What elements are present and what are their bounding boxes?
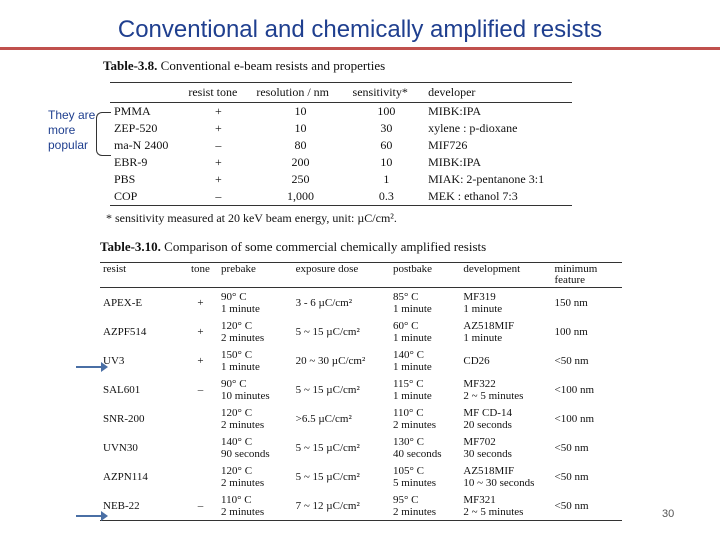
table1-row bbox=[110, 171, 572, 188]
table1-cell: 0.3 bbox=[349, 188, 425, 206]
table1-row bbox=[110, 103, 572, 121]
table1-cell: 200 bbox=[291, 155, 310, 169]
table2-cell: AZ518MIF 10 ~ 30 seconds bbox=[463, 464, 535, 489]
table2-row bbox=[100, 462, 622, 491]
slide-title: Conventional and chemically amplified resists bbox=[117, 16, 603, 43]
table2-row bbox=[100, 404, 622, 433]
table2-cell: UV3 bbox=[103, 354, 125, 367]
table2-caption bbox=[100, 239, 486, 255]
table1-caption-label: Table-3.8. bbox=[103, 58, 158, 73]
table1-cell: 1,000 bbox=[252, 188, 348, 206]
table2-cell: AZPN114 bbox=[103, 470, 148, 483]
table2-row bbox=[100, 288, 622, 318]
table1-row bbox=[110, 188, 572, 206]
table1-cell: MIF726 bbox=[428, 138, 468, 152]
table2-caption-label: Table-3.10. bbox=[100, 239, 161, 254]
table2-row bbox=[100, 433, 622, 462]
table2-cell: APEX-E bbox=[103, 296, 143, 309]
table2-cell: <50 nm bbox=[552, 491, 622, 521]
table1-cell: MIAK: 2-pentanone 3:1 bbox=[428, 172, 545, 186]
table2-cell: MF322 2 ~ 5 minutes bbox=[463, 377, 524, 402]
table1-cell: xylene : p-dioxane bbox=[428, 121, 518, 135]
table2-cell: MF702 30 seconds bbox=[463, 435, 512, 460]
table2-cell: SNR-200 bbox=[103, 412, 145, 425]
table2-cell: NEB-22 bbox=[100, 491, 183, 521]
table1-header: developer bbox=[424, 83, 572, 103]
table1-cell: 60 bbox=[380, 138, 393, 152]
table2-cell: <50 nm bbox=[554, 354, 589, 367]
table2-cell bbox=[183, 462, 218, 491]
table2-cell bbox=[183, 404, 218, 433]
table2-header-row bbox=[100, 263, 622, 288]
table2-cell: 5 ~ 15 µC/cm² bbox=[295, 441, 360, 454]
table2-caption-text: Comparison of some commercial chemically amplified resists bbox=[164, 239, 487, 254]
table2-cell: 20 ~ 30 µC/cm² bbox=[295, 354, 366, 367]
table1-cell: 80 bbox=[294, 138, 307, 152]
table2-header: exposure dose bbox=[293, 263, 390, 288]
table2-row bbox=[100, 375, 622, 404]
table1-cell: 30 bbox=[380, 121, 393, 135]
table1-cell: 10 bbox=[380, 155, 393, 169]
table2-header: development bbox=[460, 263, 551, 288]
table1-header: resist tone bbox=[184, 83, 252, 103]
title-divider bbox=[0, 47, 720, 50]
table2-cell: <100 nm bbox=[554, 412, 595, 425]
table1-cell: + bbox=[214, 121, 222, 135]
table2-cell bbox=[183, 433, 218, 462]
table2-cell: 115° C 1 minute bbox=[392, 377, 432, 402]
table2-row bbox=[100, 346, 622, 375]
table1-header: sensitivity* bbox=[349, 83, 425, 103]
table1-cell: 250 bbox=[291, 172, 310, 186]
table2-cell: AZ518MIF 1 minute bbox=[463, 319, 515, 344]
table1-cell: ZEP-520 bbox=[114, 121, 158, 135]
table2-cell: 140° C 90 seconds bbox=[221, 435, 270, 460]
arrow-pointer-neb22 bbox=[76, 515, 102, 517]
table1-cell: – bbox=[215, 138, 222, 152]
table1-caption-text: Conventional e-beam resists and properties bbox=[160, 58, 386, 73]
table2-cell: 150 nm bbox=[554, 296, 588, 309]
table1-row bbox=[110, 137, 572, 154]
table2-cell: + bbox=[197, 325, 204, 338]
table2-cell: <50 nm bbox=[554, 470, 589, 483]
table2-cell: 120° C 2 minutes bbox=[221, 406, 265, 431]
table2-cell: 95° C 2 minutes bbox=[390, 491, 460, 521]
table2-cell: 5 ~ 15 µC/cm² bbox=[295, 470, 360, 483]
table2-cell: 140° C 1 minute bbox=[392, 348, 432, 373]
table2-cell: MF CD-14 20 seconds bbox=[463, 406, 512, 431]
table2-cell: AZPF514 bbox=[103, 325, 147, 338]
table1-cell: MIBK:IPA bbox=[428, 104, 481, 118]
table1-cell: PBS bbox=[114, 172, 136, 186]
table2-cell: UVN30 bbox=[103, 441, 138, 454]
table1-header bbox=[110, 83, 184, 103]
table2-cell: MF321 2 ~ 5 minutes bbox=[460, 491, 551, 521]
table1-cell: + bbox=[214, 104, 222, 118]
table2-cell: <50 nm bbox=[554, 441, 589, 454]
table1-row bbox=[110, 120, 572, 137]
table2-cell: 60° C 1 minute bbox=[392, 319, 432, 344]
table2-cell: SAL601 bbox=[103, 383, 141, 396]
table2-cell: – bbox=[197, 383, 204, 396]
table2-cell: 105° C 5 minutes bbox=[392, 464, 437, 489]
table1-cell: ma-N 2400 bbox=[114, 138, 169, 152]
page-number: 30 bbox=[662, 508, 675, 520]
table2-cell: 90° C 1 minute bbox=[221, 290, 260, 315]
table1-cell: PMMA bbox=[114, 104, 151, 118]
table2-cell: CD26 bbox=[463, 354, 490, 367]
table2-cell: + bbox=[197, 296, 204, 309]
table2-cell: 110° C 2 minutes bbox=[218, 491, 293, 521]
table1-header: resolution / nm bbox=[252, 83, 348, 103]
table2-cell: 5 ~ 15 µC/cm² bbox=[295, 383, 360, 396]
popular-note: They are more popular bbox=[48, 108, 96, 152]
table1-cell: 10 bbox=[294, 104, 307, 118]
table1-cell: 100 bbox=[377, 104, 396, 118]
table2-cell: 120° C 2 minutes bbox=[221, 319, 265, 344]
chemically-amplified-table bbox=[100, 262, 622, 521]
table1-row bbox=[110, 154, 572, 171]
table2-header: minimum feature bbox=[552, 263, 622, 288]
table2-cell: 130° C 40 seconds bbox=[392, 435, 442, 460]
table2-cell: >6.5 µC/cm² bbox=[295, 412, 352, 425]
table2-cell: 90° C 10 minutes bbox=[221, 377, 270, 402]
table2-header: postbake bbox=[390, 263, 460, 288]
table1-caption bbox=[103, 58, 385, 74]
table2-cell: 7 ~ 12 µC/cm² bbox=[293, 491, 390, 521]
bracket-line bbox=[96, 112, 111, 156]
table2-row bbox=[100, 491, 622, 521]
table2-cell: 150° C 1 minute bbox=[221, 348, 260, 373]
table2-header: prebake bbox=[218, 263, 293, 288]
table1-cell: 10 bbox=[294, 121, 307, 135]
table2-header: resist bbox=[100, 263, 183, 288]
table1-cell: – bbox=[184, 188, 252, 206]
table2-cell: 100 nm bbox=[554, 325, 588, 338]
table1-cell: + bbox=[214, 155, 222, 169]
arrow-pointer-uv3 bbox=[76, 366, 102, 368]
table2-cell: + bbox=[197, 354, 204, 367]
table1-header-row bbox=[110, 83, 572, 103]
table2-cell: 120° C 2 minutes bbox=[221, 464, 265, 489]
table1-cell: 1 bbox=[383, 172, 390, 186]
table2-cell: 3 - 6 µC/cm² bbox=[295, 296, 352, 309]
table2-cell: 5 ~ 15 µC/cm² bbox=[295, 325, 360, 338]
table2-cell: – bbox=[183, 491, 218, 521]
table2-cell: 85° C 1 minute bbox=[392, 290, 432, 315]
table2-header: tone bbox=[183, 263, 218, 288]
table1-cell: + bbox=[214, 172, 222, 186]
table1-cell: MIBK:IPA bbox=[428, 155, 481, 169]
table2-cell: 110° C 2 minutes bbox=[392, 406, 437, 431]
table1-cell: EBR-9 bbox=[114, 155, 148, 169]
table1-cell: COP bbox=[110, 188, 184, 206]
table2-cell: MF319 1 minute bbox=[463, 290, 503, 315]
table2-cell: <100 nm bbox=[554, 383, 595, 396]
table1-footnote: * sensitivity measured at 20 keV beam energy, unit: µC/cm². bbox=[106, 211, 397, 225]
table2-row bbox=[100, 317, 622, 346]
conventional-resists-table bbox=[110, 82, 572, 206]
table1-cell: MEK : ethanol 7:3 bbox=[424, 188, 572, 206]
